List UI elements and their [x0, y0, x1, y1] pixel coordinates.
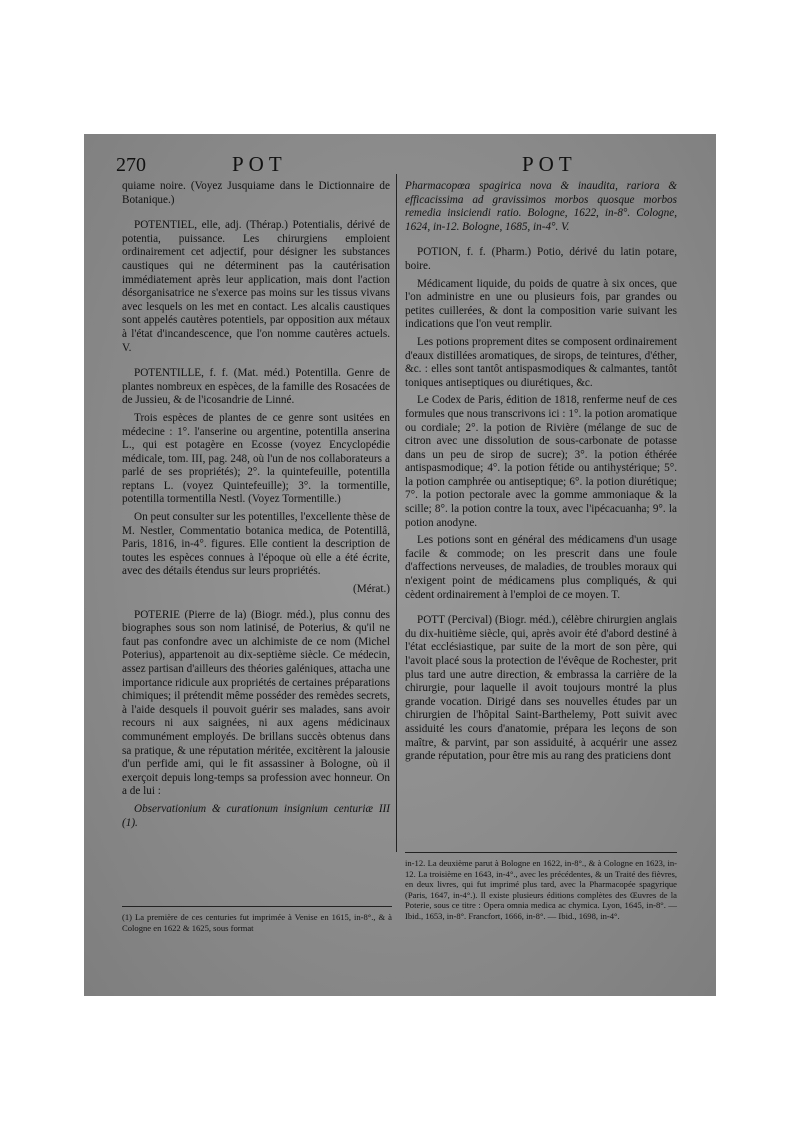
- author-signature-merat: (Mérat.): [353, 583, 390, 596]
- left-column: [122, 180, 390, 834]
- right-column: [405, 180, 677, 768]
- scanned-page: [84, 134, 716, 996]
- paragraph-medicament: Médicament liquide, du poids de quatre à six onces, que l'on administre en une ou plusieurs fois, par grandes ou petites cuillerées, & dont la composition varie suivant les indications que l'on veut remplir.: [405, 277, 677, 331]
- paragraph-consulter: On peut consulter sur les potentilles, l'excellente thèse de M. Nestler, Commentatio botanica medica, de Potentillâ, Paris, 1816, in-4°. figures. Elle contient la description de toutes les espèces connues à l'époque où elle a été écrite, avec des détails étendus sur leurs propriétés.: [122, 511, 390, 578]
- entry-pott: POTT (Percival) (Biogr. méd.), célèbre chirurgien anglais du dix-huitième siècle, qui, après avoir été d'abord destiné à l'état ecclésiastique, par suite de la mort de son père, qui l'avoit placé sous la protection de l'évêque de Rochester, prit plus tard une autre direction, & embrassa la carrière de la chirurgie, pour laquelle il avoit toujours montré la plus grande vocation. Dirigé dans ses nouvelles études par un chirurgien de l'hôpital Saint-Barthelemy, Pott suivit avec assiduité les cours d'anatomie, prépara les leçons de son maître, & parvint, par son assiduité, à acquérir une assez grande réputation, pour être mis au rang des praticiens dont: [405, 614, 677, 763]
- entry-potentiel: POTENTIEL, elle, adj. (Thérap.) Potentialis, dérivé de potentia, puissance. Les chirurgiens emploient ordinairement cet adjectif, pour désigner les substances caustiques qui ne déterminent pas la cautérisation immédiatement après leur application, mais dont l'action désorganisatrice ne s'exerce pas moins sur les tissus vivans avec lesquels on les met en contact. Les alcalis caustiques sont appelés cautères potentiels, par opposition aux métaux à l'état d'incandescence, que l'on nomme cautères actuels. V.: [122, 219, 390, 354]
- paragraph-codex: Le Codex de Paris, édition de 1818, renferme neuf de ces formules que nous transcrivons ici : 1°. la potion aromatique ou cordiale; 2°. la potion de Rivière (mélange de suc de citron avec une dissolution de sous-carbonate de potasse dans un peu de sirop de sucre); 3°. la potion éthérée antispasmodique; 4°. la potion fétide ou antihystérique; 5°. la potion camphrée ou antiseptique; 6°. la potion diurétique; 7°. la potion pectorale avec la gomme ammoniaque & la scille; 8°. la potion contre la toux, avec l'ipécacuanha; 9°. la potion anodyne.: [405, 394, 677, 529]
- entry-potion: POTION, f. f. (Pharm.) Potio, dérivé du latin potare, boire.: [405, 246, 677, 272]
- entry-poterie: POTERIE (Pierre de la) (Biogr. méd.), plus connu des biographes sous son nom latinisé, de Poterius, & qu'il ne faut pas confondre avec un alchimiste de ce nom (Michel Poterius), appartenoit au dix-septième siècle. Ce médecin, assez partisan d'ailleurs des théories galéniques, attacha une importance ridicule aux propriétés de certaines préparations chimiques; il prétendit même posséder des remèdes secrets, à l'aide desquels il pouvoit guérir ses malades, sans avoir recours ni aux saignées, ni aux agens médicinaux communément employés. De brillans succès obtenus dans sa pratique, & une réputation méritée, excitèrent la jalousie d'un perfide ami, qui le fit assassiner à Bologne, où il exerçoit depuis long-temps sa profession avec honneur. On a de lui :: [122, 608, 390, 798]
- footnote-right-text: in-12. La deuxième parut à Bologne en 1622, in-8°., & à Cologne en 1623, in-12. La troisième en 1643, in-4°., avec les précédentes, & un Traité des fièvres, en deux livres, qui fut imprimé plus tard, avec la Pharmacopée spagyrique (Paris, 1647, in-4°.). Il existe plusieurs éditions complètes des Œuvres de la Poterie, sous ce titre : Opera omnia medica ac chymica. Lyon, 1645, in-8°. — Ibid., 1653, in-8°. Francfort, 1666, in-8°. — Ibid., 1698, in-4°.: [405, 858, 677, 921]
- entry-continuation-quiame: quiame noire. (Voyez Jusquiame dans le Dictionnaire de Botanique.): [122, 180, 390, 206]
- bibliography-pharmacopoea: Pharmacopœa spagirica nova & inaudita, rariora & efficacissima ad gravissimos morbos quosque morbos remedia insiciendi ratio. Bologne, 1622, in-8°. Cologne, 1624, in-12. Bologne, 1685, in-4°. V.: [405, 180, 677, 233]
- paragraph-trois-especes: Trois espèces de plantes de ce genre sont usitées en médecine : 1°. l'anserine ou argentine, potentilla anserina L., qui est potagère en Ecosse (voyez Encyclopédie médicale, tom. III, pag. 248, où l'un de nos collaborateurs a parlé de ses propriétés); 2°. la quintefeuille, potentilla reptans L. (voyez Quintefeuille); 3°. la tormentille, potentilla tormentilla Nestl. (Voyez Tormentille.): [122, 411, 390, 506]
- paragraph-potions-general: Les potions sont en général des médicamens d'un usage facile & commode; on les prescrit dans une foule d'affections nerveuses, de maladies, de troubles moraux qui n'exigent point de médicamens plus compliqués, & qui cèdent ordinairement à l'emploi de ce moyen. T.: [405, 534, 677, 601]
- column-divider: [396, 174, 397, 852]
- footnote-rule-right: [405, 852, 677, 853]
- running-head-right: POT: [522, 152, 577, 176]
- footnote-left-text: (1) La première de ces centuries fut imprimée à Venise en 1615, in-8°., & à Cologne en 1622 & 1625, sous format: [122, 912, 392, 933]
- footnote-rule-left: [122, 906, 392, 907]
- page-number: 270: [116, 154, 146, 176]
- bibliography-observationum: Observationium & curationum insignium centuriæ III (1).: [122, 802, 390, 829]
- entry-potentille: POTENTILLE, f. f. (Mat. méd.) Potentilla. Genre de plantes nombreux en espèces, de la famille des Rosacées de de Jussieu, & de l'icosandrie de Linné.: [122, 367, 390, 407]
- footnote-left: [122, 912, 392, 933]
- footnote-right: [405, 858, 677, 922]
- paragraph-potions-proprement: Les potions proprement dites se composent ordinairement d'eaux distillées aromatiques, de sirops, de teintures, d'éther, &c. : elles sont tantôt antispasmodiques & calmantes, tantôt toniques antiseptiques ou diurétiques, &c.: [405, 335, 677, 389]
- running-head-left: POT: [232, 152, 287, 176]
